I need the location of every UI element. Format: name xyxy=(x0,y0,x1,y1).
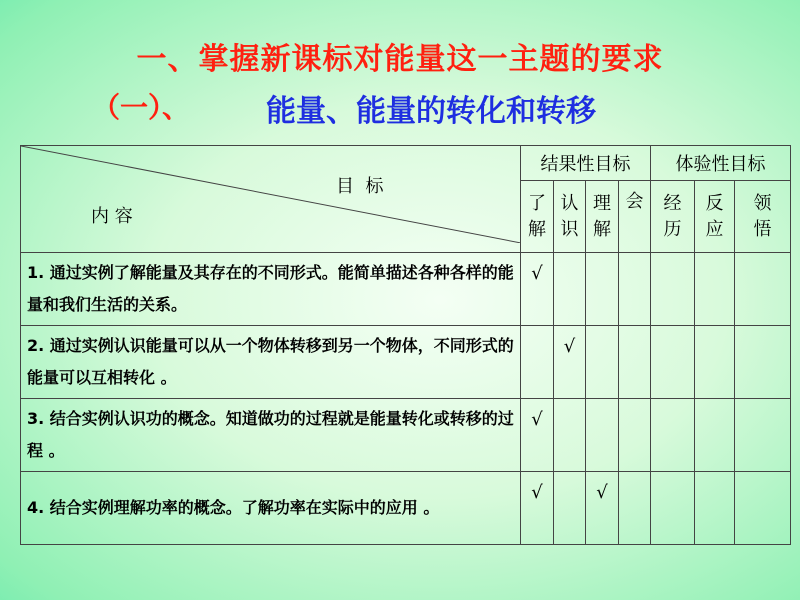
slide-subtitle: 能量、能量的转化和转移 xyxy=(266,94,596,129)
mark-cell xyxy=(554,399,586,472)
mark-cell xyxy=(521,399,554,472)
group-header-experience: 体验性目标 xyxy=(651,146,791,181)
mark-cell xyxy=(695,326,735,399)
check-mark: √ xyxy=(596,482,608,503)
mark-cell xyxy=(619,326,651,399)
check-mark: √ xyxy=(531,263,543,284)
mark-cell xyxy=(695,253,735,326)
mark-cell xyxy=(735,472,791,545)
table-row xyxy=(21,399,791,472)
subtitle-prefix: （一）、 xyxy=(92,91,191,124)
col-header-fanying: 反 应 xyxy=(695,181,735,253)
mark-cell xyxy=(619,472,651,545)
table-row xyxy=(21,326,791,399)
col-header-lingwu: 领 悟 xyxy=(735,181,791,253)
mark-cell xyxy=(586,472,619,545)
header-content-label: 内 容 xyxy=(91,206,133,227)
mark-cell xyxy=(695,399,735,472)
mark-cell xyxy=(554,253,586,326)
col-header-liaojie: 了 解 xyxy=(521,181,554,253)
col-header-renshi: 认 识 xyxy=(554,181,586,253)
table-row xyxy=(21,253,791,326)
mark-cell xyxy=(554,472,586,545)
mark-cell xyxy=(521,253,554,326)
mark-cell xyxy=(651,253,695,326)
mark-cell xyxy=(735,253,791,326)
mark-cell xyxy=(521,472,554,545)
mark-cell xyxy=(651,472,695,545)
mark-cell xyxy=(735,399,791,472)
row-content: 1. 通过实例了解能量及其存在的不同形式。能简单描述各种各样的能量和我们生活的关系。 xyxy=(21,253,521,326)
header-target-label: 目 标 xyxy=(336,176,384,197)
mark-cell xyxy=(586,326,619,399)
table-corner-header xyxy=(21,146,521,253)
col-header-lijie: 理 解 xyxy=(586,181,619,253)
check-mark: √ xyxy=(531,409,543,430)
mark-cell xyxy=(521,326,554,399)
check-mark: √ xyxy=(531,482,543,503)
mark-cell xyxy=(651,326,695,399)
mark-cell xyxy=(735,326,791,399)
col-header-jingli: 经 历 xyxy=(651,181,695,253)
mark-cell xyxy=(586,399,619,472)
col-header-hui: 会 xyxy=(619,181,651,253)
requirements-table xyxy=(20,145,791,545)
mark-cell xyxy=(619,253,651,326)
mark-cell xyxy=(619,399,651,472)
mark-cell xyxy=(695,472,735,545)
row-content: 4. 结合实例理解功率的概念。了解功率在实际中的应用 。 xyxy=(21,472,521,545)
mark-cell xyxy=(586,253,619,326)
row-content: 3. 结合实例认识功的概念。知道做功的过程就是能量转化或转移的过程 。 xyxy=(21,399,521,472)
check-mark: √ xyxy=(563,336,576,357)
slide-title: 一、掌握新课标对能量这一主题的要求 xyxy=(136,42,664,77)
diagonal-line xyxy=(21,146,521,243)
mark-cell xyxy=(651,399,695,472)
row-content: 2. 通过实例认识能量可以从一个物体转移到另一个物体，不同形式的能量可以互相转化 。 xyxy=(21,326,521,399)
mark-cell xyxy=(554,326,586,399)
group-header-result: 结果性目标 xyxy=(521,146,651,181)
table-row xyxy=(21,472,791,545)
